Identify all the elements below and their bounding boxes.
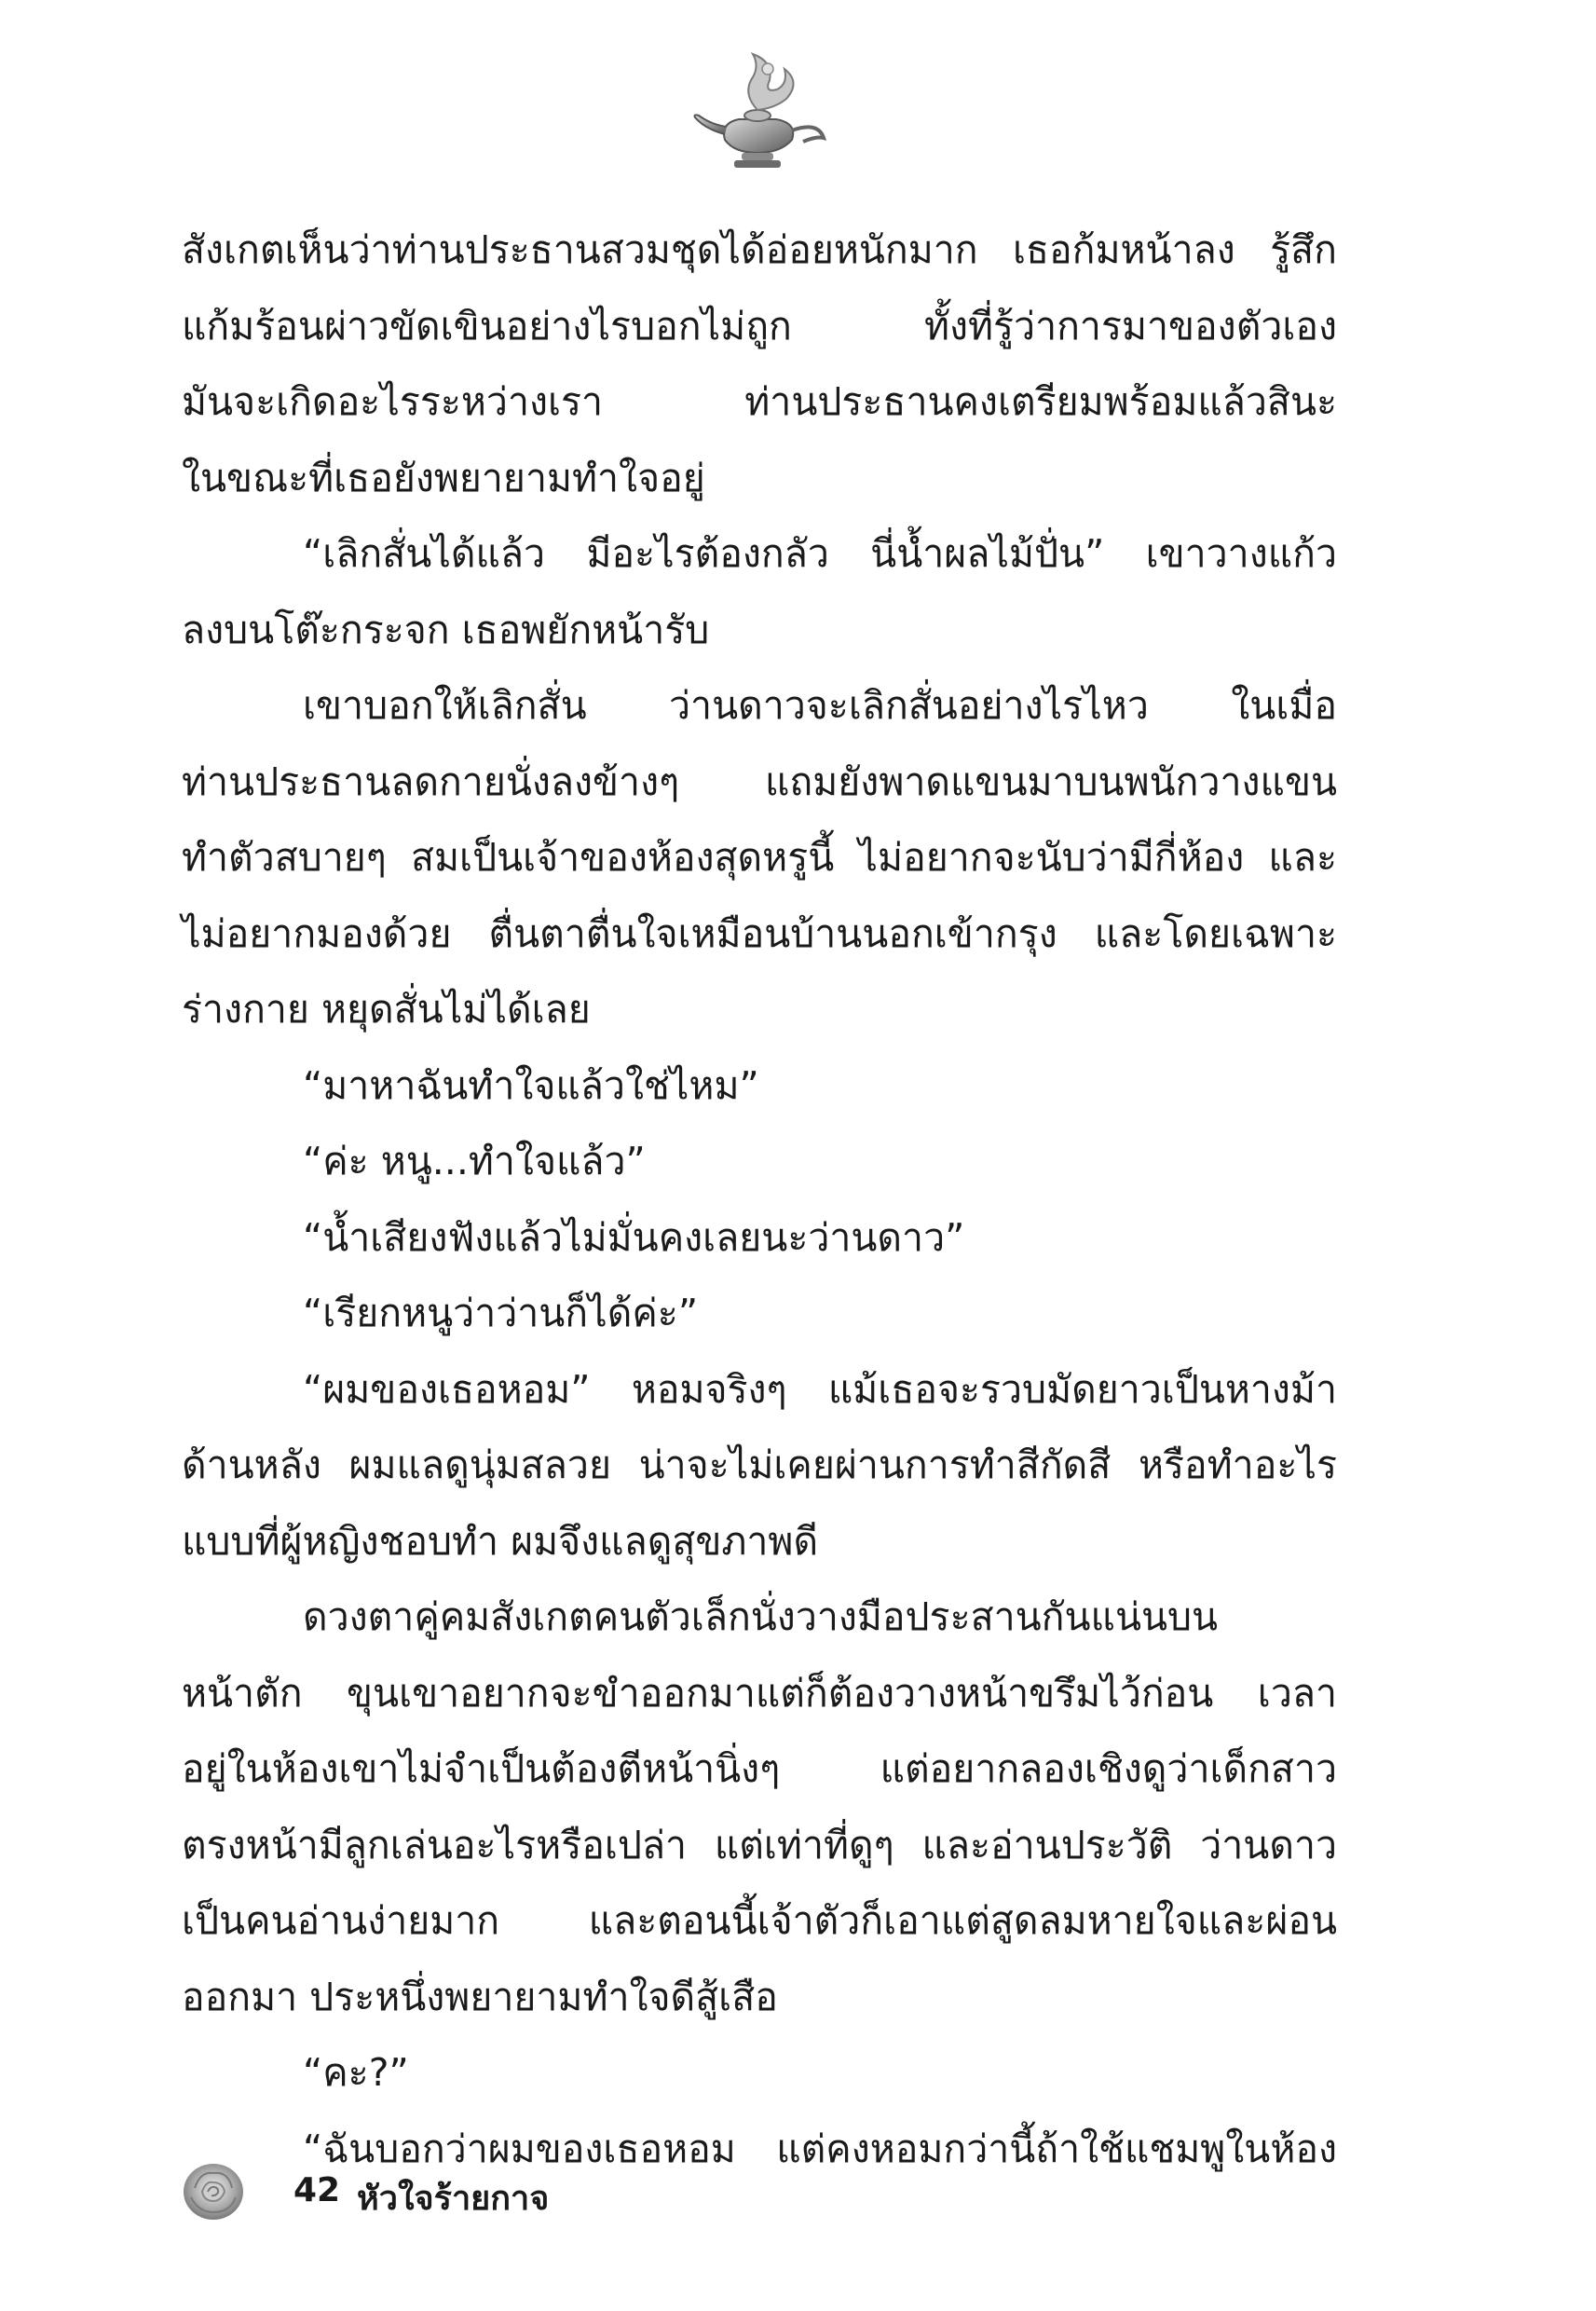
text-line: “เรียกหนูว่าว่านก็ได้ค่ะ”	[303, 1291, 699, 1335]
body-text	[182, 212, 1337, 2187]
text-line: “ผมของเธอหอม” หอมจริงๆ แม้เธอจะรวบมัดยาวเป็นหางม้า	[303, 1366, 1337, 1412]
text-line: “น้ำเสียงฟังแล้วไม่มั่นคงเลยนะว่านดาว”	[303, 1214, 965, 1260]
text-line: แก้มร้อนผ่าวขัดเขินอย่างไรบอกไม่ถูก ทั้งที่รู้ว่าการมาของตัวเอง	[182, 303, 1337, 349]
text-line: ร่างกาย หยุดสั่นไม่ได้เลย	[182, 987, 591, 1032]
text-line: เป็นคนอ่านง่ายมาก และตอนนี้เจ้าตัวก็เอาแต่สูดลมหายใจและผ่อน	[182, 1898, 1337, 1943]
text-line: ด้านหลัง ผมแลดูนุ่มสลวย น่าจะไม่เคยผ่านการทำสีกัดสี หรือทำอะไร	[182, 1443, 1337, 1487]
page-number: 42	[293, 2171, 341, 2209]
text-line: “มาหาฉันทำใจแล้วใช่ไหม”	[303, 1062, 759, 1108]
text-line: แบบที่ผู้หญิงชอบทำ ผมจึงแลดูสุขภาพดี	[182, 1518, 819, 1564]
text-line: ดวงตาคู่คมสังเกตคนตัวเล็กนั่งวางมือประสานกันแน่นบน	[303, 1594, 1219, 1639]
text-line: มันจะเกิดอะไรระหว่างเรา ท่านประธานคงเตรียมพร้อมแล้วสินะ	[182, 379, 1337, 424]
book-title: หัวใจร้ายกาจ	[357, 2180, 550, 2218]
text-line: ลงบนโต๊ะกระจก เธอพยักหน้ารับ	[182, 607, 710, 652]
text-line: “ค่ะ หนู...ทำใจแล้ว”	[303, 1139, 646, 1183]
rose-icon	[182, 2160, 245, 2222]
text-line: หน้าตัก ขุนเขาอยากจะขำออกมาแต่ก็ต้องวางหน้าขรึมไว้ก่อน เวลา	[182, 1670, 1337, 1716]
text-line: “คะ?”	[303, 2050, 409, 2095]
text-line: เขาบอกให้เลิกสั่น ว่านดาวจะเลิกสั่นอย่างไรไหว ในเมื่อ	[303, 683, 1337, 728]
page-footer	[182, 2160, 834, 2225]
text-line: “เลิกสั่นได้แล้ว มีอะไรต้องกลัว นี่น้ำผลไม้ปั่น” เขาวางแก้ว	[303, 531, 1337, 576]
text-line: ในขณะที่เธอยังพยายามทำใจอยู่	[182, 455, 705, 500]
text-line: “ฉันบอกว่าผมของเธอหอม แต่คงหอมกว่านี้ถ้าใช้แชมพูในห้อง	[303, 2126, 1337, 2171]
text-line: ไม่อยากมองด้วย ตื่นตาตื่นใจเหมือนบ้านนอกเข้ากรุง และโดยเฉพาะ	[182, 910, 1337, 956]
text-line: อยู่ในห้องเขาไม่จำเป็นต้องตีหน้านิ่งๆ แต่อยากลองเชิงดูว่าเด็กสาว	[182, 1746, 1337, 1791]
text-line: ทำตัวสบายๆ สมเป็นเจ้าของห้องสุดหรูนี้ ไม่อยากจะนับว่ามีกี่ห้อง และ	[182, 835, 1337, 880]
text-line: ท่านประธานลดกายนั่งลงข้างๆ แถมยังพาดแขนมาบนพนักวางแขน	[182, 759, 1337, 804]
text-line: สังเกตเห็นว่าท่านประธานสวมชุดได้อ่อยหนักมาก เธอก้มหน้าลง รู้สึก	[182, 227, 1337, 272]
text-line: ตรงหน้ามีลูกเล่นอะไรหรือเปล่า แต่เท่าที่ดูๆ และอ่านประวัติ ว่านดาว	[182, 1822, 1337, 1867]
text-line: ออกมา ประหนึ่งพยายามทำใจดีสู้เสือ	[182, 1974, 778, 2019]
genie-lamp-icon	[688, 48, 827, 174]
